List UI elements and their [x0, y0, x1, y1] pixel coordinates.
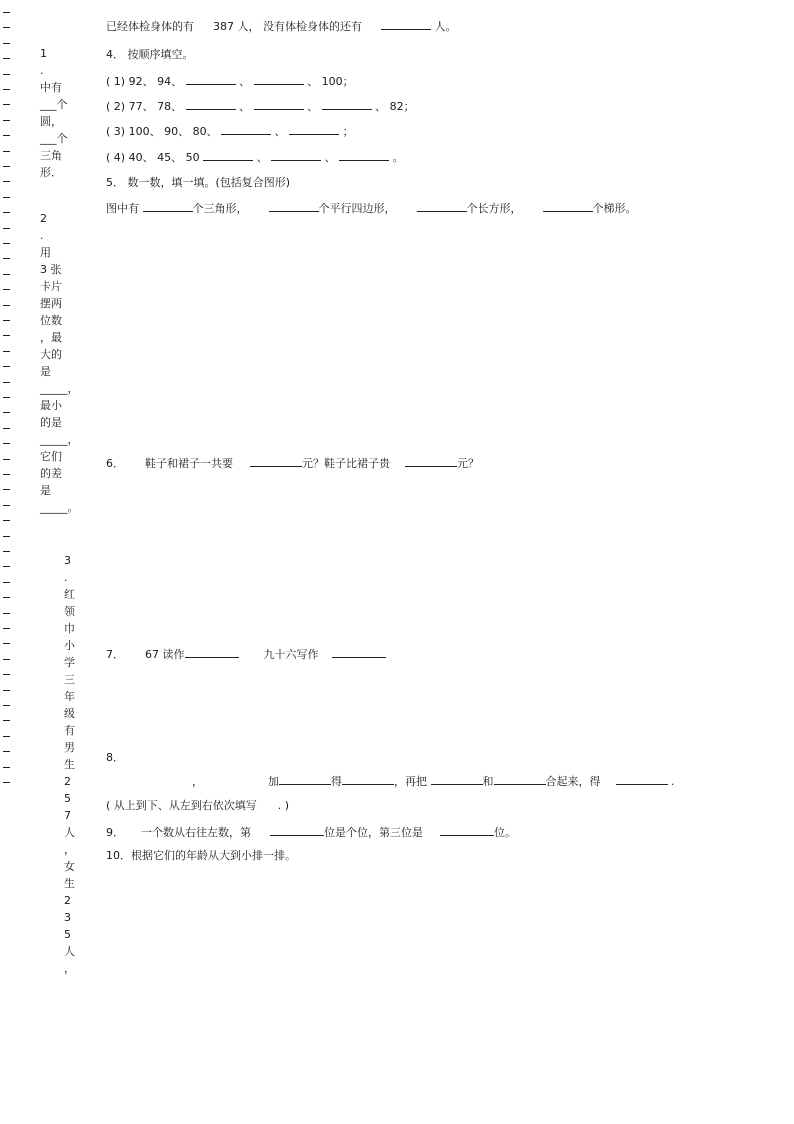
binding-dash: [3, 690, 10, 691]
left-column-char: 的差: [40, 467, 62, 480]
q9-number: 9．: [106, 826, 124, 839]
left-column-char: 是: [40, 484, 51, 497]
q7-number: 7．: [106, 648, 124, 661]
left-column-char: 人: [64, 945, 75, 958]
left-column-char: .: [64, 571, 68, 584]
left-column-char: 最小: [40, 399, 62, 412]
q5-title: 5． 数一数，填一填。(包括复合图形): [106, 176, 291, 189]
q4-r2-sep-3: 、: [375, 100, 387, 113]
q4-r2-b: 78、: [157, 100, 183, 113]
left-column-char: .: [40, 229, 44, 242]
q4-r1-end: 100；: [321, 75, 354, 88]
left-column-char: 摆两: [40, 297, 62, 310]
left-column-char: 红: [64, 588, 75, 601]
left-column-char: 用: [40, 246, 51, 259]
binding-dash: [3, 628, 10, 629]
left-column-char: 1: [40, 47, 47, 60]
q4-r3-blank-1[interactable]: [221, 124, 271, 135]
q4-r4-sep-2: 、: [324, 151, 336, 164]
left-column-char: 位数: [40, 314, 62, 327]
q4-r4-blank-3[interactable]: [339, 150, 389, 161]
q8-and: 和: [482, 775, 494, 788]
q3-continuation: [106, 19, 457, 34]
q4-r4-end: 。: [392, 151, 404, 164]
left-column-char: 生: [64, 877, 75, 890]
binding-dash: [3, 659, 10, 660]
binding-dash: [3, 613, 10, 614]
left-column-char: _____。: [40, 501, 79, 514]
binding-dash: [3, 181, 10, 182]
left-column-char: 三: [64, 673, 75, 686]
q9-blank-2[interactable]: [440, 825, 494, 836]
q5-pre: 图中有: [106, 202, 139, 215]
q4-r3-c: 80、: [192, 125, 218, 138]
q8-blank-2[interactable]: [342, 774, 394, 785]
binding-dash: [3, 58, 10, 59]
binding-dash: [3, 89, 10, 90]
q7-read-prompt: 67 读作: [145, 648, 185, 661]
left-column-char: 生: [64, 758, 75, 771]
q8-blank-1[interactable]: [279, 774, 331, 785]
q4-r3-blank-2[interactable]: [289, 124, 339, 135]
q4-r1-sep-1: 、: [239, 75, 251, 88]
binding-dash: [3, 135, 10, 136]
q6-number: 6．: [106, 457, 124, 470]
binding-dash: [3, 566, 10, 567]
q8-dot: .: [671, 775, 675, 788]
q4-r1-sep-2: 、: [307, 75, 319, 88]
q4-r2-sep-1: 、: [239, 100, 251, 113]
q3-text-pre: 已经体检身体的有: [106, 20, 194, 33]
binding-dash: [3, 243, 10, 244]
q8-add: 加: [268, 775, 279, 788]
q4-r2-end: 82；: [389, 100, 415, 113]
q8-again: ，再把: [394, 775, 427, 788]
q6-post: 元？: [457, 457, 479, 470]
left-column-char: 大的: [40, 348, 62, 361]
left-column-char: 小: [64, 639, 75, 652]
binding-dash: [3, 74, 10, 75]
q8-number: 8．: [106, 751, 124, 764]
q4-r2-blank-3[interactable]: [322, 99, 372, 110]
q5-answer-row: [106, 201, 637, 216]
q4-r3-b: 90、: [164, 125, 190, 138]
left-column-char: _____，: [40, 382, 79, 395]
left-column-char: 是: [40, 365, 51, 378]
binding-dash: [3, 505, 10, 506]
left-column-q3: [64, 552, 84, 977]
q4-r1-b: 94、: [157, 75, 183, 88]
binding-dash: [3, 351, 10, 352]
binding-dash: [3, 459, 10, 460]
left-column-char: 学: [64, 656, 75, 669]
left-column-char: 3: [64, 911, 71, 924]
q4-r4-label: ( 4): [106, 151, 126, 164]
q6-pre: 鞋子和裙子一共要: [145, 457, 233, 470]
q9-mid: 位是个位，第三位是: [324, 826, 423, 839]
q4-row-1: [106, 74, 354, 89]
q7-write-prompt: 九十六写作: [263, 648, 319, 661]
left-column-char: _____，: [40, 433, 79, 446]
left-column-char: 中有: [40, 81, 62, 94]
q4-r2-a: 77、: [128, 100, 154, 113]
q4-r3-end: ；: [342, 125, 354, 138]
left-column-char: 女: [64, 860, 75, 873]
q4-r1-blank-2[interactable]: [254, 74, 304, 85]
left-column-char: 三角: [40, 149, 62, 162]
q9-pre: 一个数从右往左数，第: [141, 826, 251, 839]
q4-r3-sep-1: 、: [274, 125, 286, 138]
binding-dash: [3, 720, 10, 721]
q4-r4-blank-2[interactable]: [271, 150, 321, 161]
left-column-char: 2: [64, 775, 71, 788]
binding-dash: [3, 212, 10, 213]
left-column-char: 2: [40, 212, 47, 225]
q6-blank-diff[interactable]: [405, 456, 457, 467]
q4-r4-b: 45、: [157, 151, 183, 164]
q7-blank-read[interactable]: [185, 647, 239, 658]
left-column-char: .: [40, 64, 44, 77]
q7-row: [106, 647, 386, 662]
binding-dash: [3, 443, 10, 444]
left-column-char: 圆，: [40, 115, 62, 128]
q4-title: 4． 按顺序填空。: [106, 48, 194, 61]
binding-dash: [3, 582, 10, 583]
binding-dash: [3, 120, 10, 121]
q4-r4-sep-1: 、: [256, 151, 268, 164]
q5-blank-rectangles[interactable]: [417, 201, 467, 212]
q8-blank-5[interactable]: [616, 774, 668, 785]
q5-rectangles-label: 个长方形，: [466, 202, 522, 215]
q4-r1-a: 92、: [128, 75, 154, 88]
binding-dash: [3, 782, 10, 783]
q9-blank-1[interactable]: [270, 825, 324, 836]
binding-dash: [3, 536, 10, 537]
binding-dash: [3, 767, 10, 768]
q8-note-end: . ): [277, 799, 290, 812]
binding-dash: [3, 551, 10, 552]
q4-r2-blank-2[interactable]: [254, 99, 304, 110]
left-column-char: 3: [64, 554, 71, 567]
binding-dash: [3, 643, 10, 644]
left-column-char: 7: [64, 809, 71, 822]
q4-r1-blank-1[interactable]: [186, 74, 236, 85]
q8-note: [106, 799, 289, 813]
left-column-char: 3 张: [40, 263, 62, 276]
left-column-char: ，: [64, 962, 75, 975]
left-column-char: 2: [64, 894, 71, 907]
binding-dash: [3, 43, 10, 44]
binding-dash: [3, 597, 10, 598]
q4-r4-blank-1[interactable]: [203, 150, 253, 161]
q3-answer-blank[interactable]: [381, 19, 431, 30]
q5-blank-triangles[interactable]: [143, 201, 193, 212]
q4-r2-sep-2: 、: [307, 100, 319, 113]
left-column-q1: [40, 45, 80, 181]
left-column-char: 巾: [64, 622, 75, 635]
left-column-char: 人: [64, 826, 75, 839]
q4-r3-label: ( 3): [106, 125, 126, 138]
binding-dash: [3, 382, 10, 383]
q9-post: 位。: [494, 826, 516, 839]
q9-row: [106, 825, 516, 840]
left-column-char: 年: [64, 690, 75, 703]
q6-row: [106, 456, 479, 471]
binding-dash: [3, 751, 10, 752]
left-column-char: ，: [64, 843, 75, 856]
left-column-char: ___个: [40, 98, 68, 111]
q5-blank-trapezoids[interactable]: [543, 201, 593, 212]
binding-dash: [3, 474, 10, 475]
q4-r1-label: ( 1): [106, 75, 126, 88]
q4-r2-blank-1[interactable]: [186, 99, 236, 110]
binding-dash: [3, 27, 10, 28]
q4-r4-c: 50: [185, 151, 200, 164]
q7-blank-write[interactable]: [332, 647, 386, 658]
binding-dash: [3, 335, 10, 336]
q8-blank-3[interactable]: [431, 774, 483, 785]
q4-r2-label: ( 2): [106, 100, 126, 113]
binding-dash: [3, 489, 10, 490]
left-column-char: 5: [64, 792, 71, 805]
binding-dash: [3, 428, 10, 429]
q8-row: [192, 774, 675, 789]
q4-row-4: [106, 150, 404, 165]
binding-dash: [3, 258, 10, 259]
q6-mid: 元？鞋子比裙子贵: [302, 457, 390, 470]
binding-dash: [3, 289, 10, 290]
binding-dash: [3, 397, 10, 398]
left-column-char: 有: [64, 724, 75, 737]
binding-dash: [3, 520, 10, 521]
left-column-q2: [40, 210, 80, 516]
left-column-char: 5: [64, 928, 71, 941]
left-column-char: 它们: [40, 450, 62, 463]
binding-dash: [3, 274, 10, 275]
q8-combine: 合起来，得: [545, 775, 601, 788]
left-column-char: 男: [64, 741, 75, 754]
left-column-char: 的是: [40, 416, 62, 429]
q4-r3-a: 100、: [128, 125, 161, 138]
q10-text: 10．根据它们的年龄从大到小排一排。: [106, 849, 296, 862]
q4-row-3: [106, 124, 354, 139]
q8-blank-4[interactable]: [494, 774, 546, 785]
q8-comma: ，: [192, 775, 203, 788]
binding-dash: [3, 104, 10, 105]
binding-dash: [3, 736, 10, 737]
q5-trapezoids-label: 个梯形。: [592, 202, 637, 215]
binding-dash: [3, 674, 10, 675]
q8-get: 得: [331, 775, 342, 788]
q6-blank-total[interactable]: [250, 456, 302, 467]
binding-dash: [3, 166, 10, 167]
binding-dash: [3, 320, 10, 321]
q4-row-2: [106, 99, 415, 114]
left-column-char: 形．: [40, 166, 62, 179]
q5-blank-parallelograms[interactable]: [269, 201, 319, 212]
binding-dash: [3, 197, 10, 198]
q8-note-text: ( 从上到下、从左到右依次填写: [106, 799, 257, 812]
left-column-char: 卡片: [40, 280, 62, 293]
binding-dash: [3, 412, 10, 413]
left-column-char: ，最: [40, 331, 62, 344]
q3-number: 387: [213, 20, 234, 33]
binding-dash: [3, 705, 10, 706]
q5-triangles-label: 个三角形，: [192, 202, 248, 215]
binding-dash: [3, 305, 10, 306]
q3-text-mid: 人， 没有体检身体的还有: [237, 20, 362, 33]
left-column-char: ___个: [40, 132, 68, 145]
left-column-char: 级: [64, 707, 75, 720]
left-column-char: 领: [64, 605, 75, 618]
q3-text-post: 人。: [434, 20, 457, 33]
binding-dash: [3, 366, 10, 367]
q4-r4-a: 40、: [128, 151, 154, 164]
q5-parallelograms-label: 个平行四边形，: [318, 202, 396, 215]
binding-dash: [3, 151, 10, 152]
binding-dash: [3, 228, 10, 229]
binding-dash: [3, 12, 10, 13]
